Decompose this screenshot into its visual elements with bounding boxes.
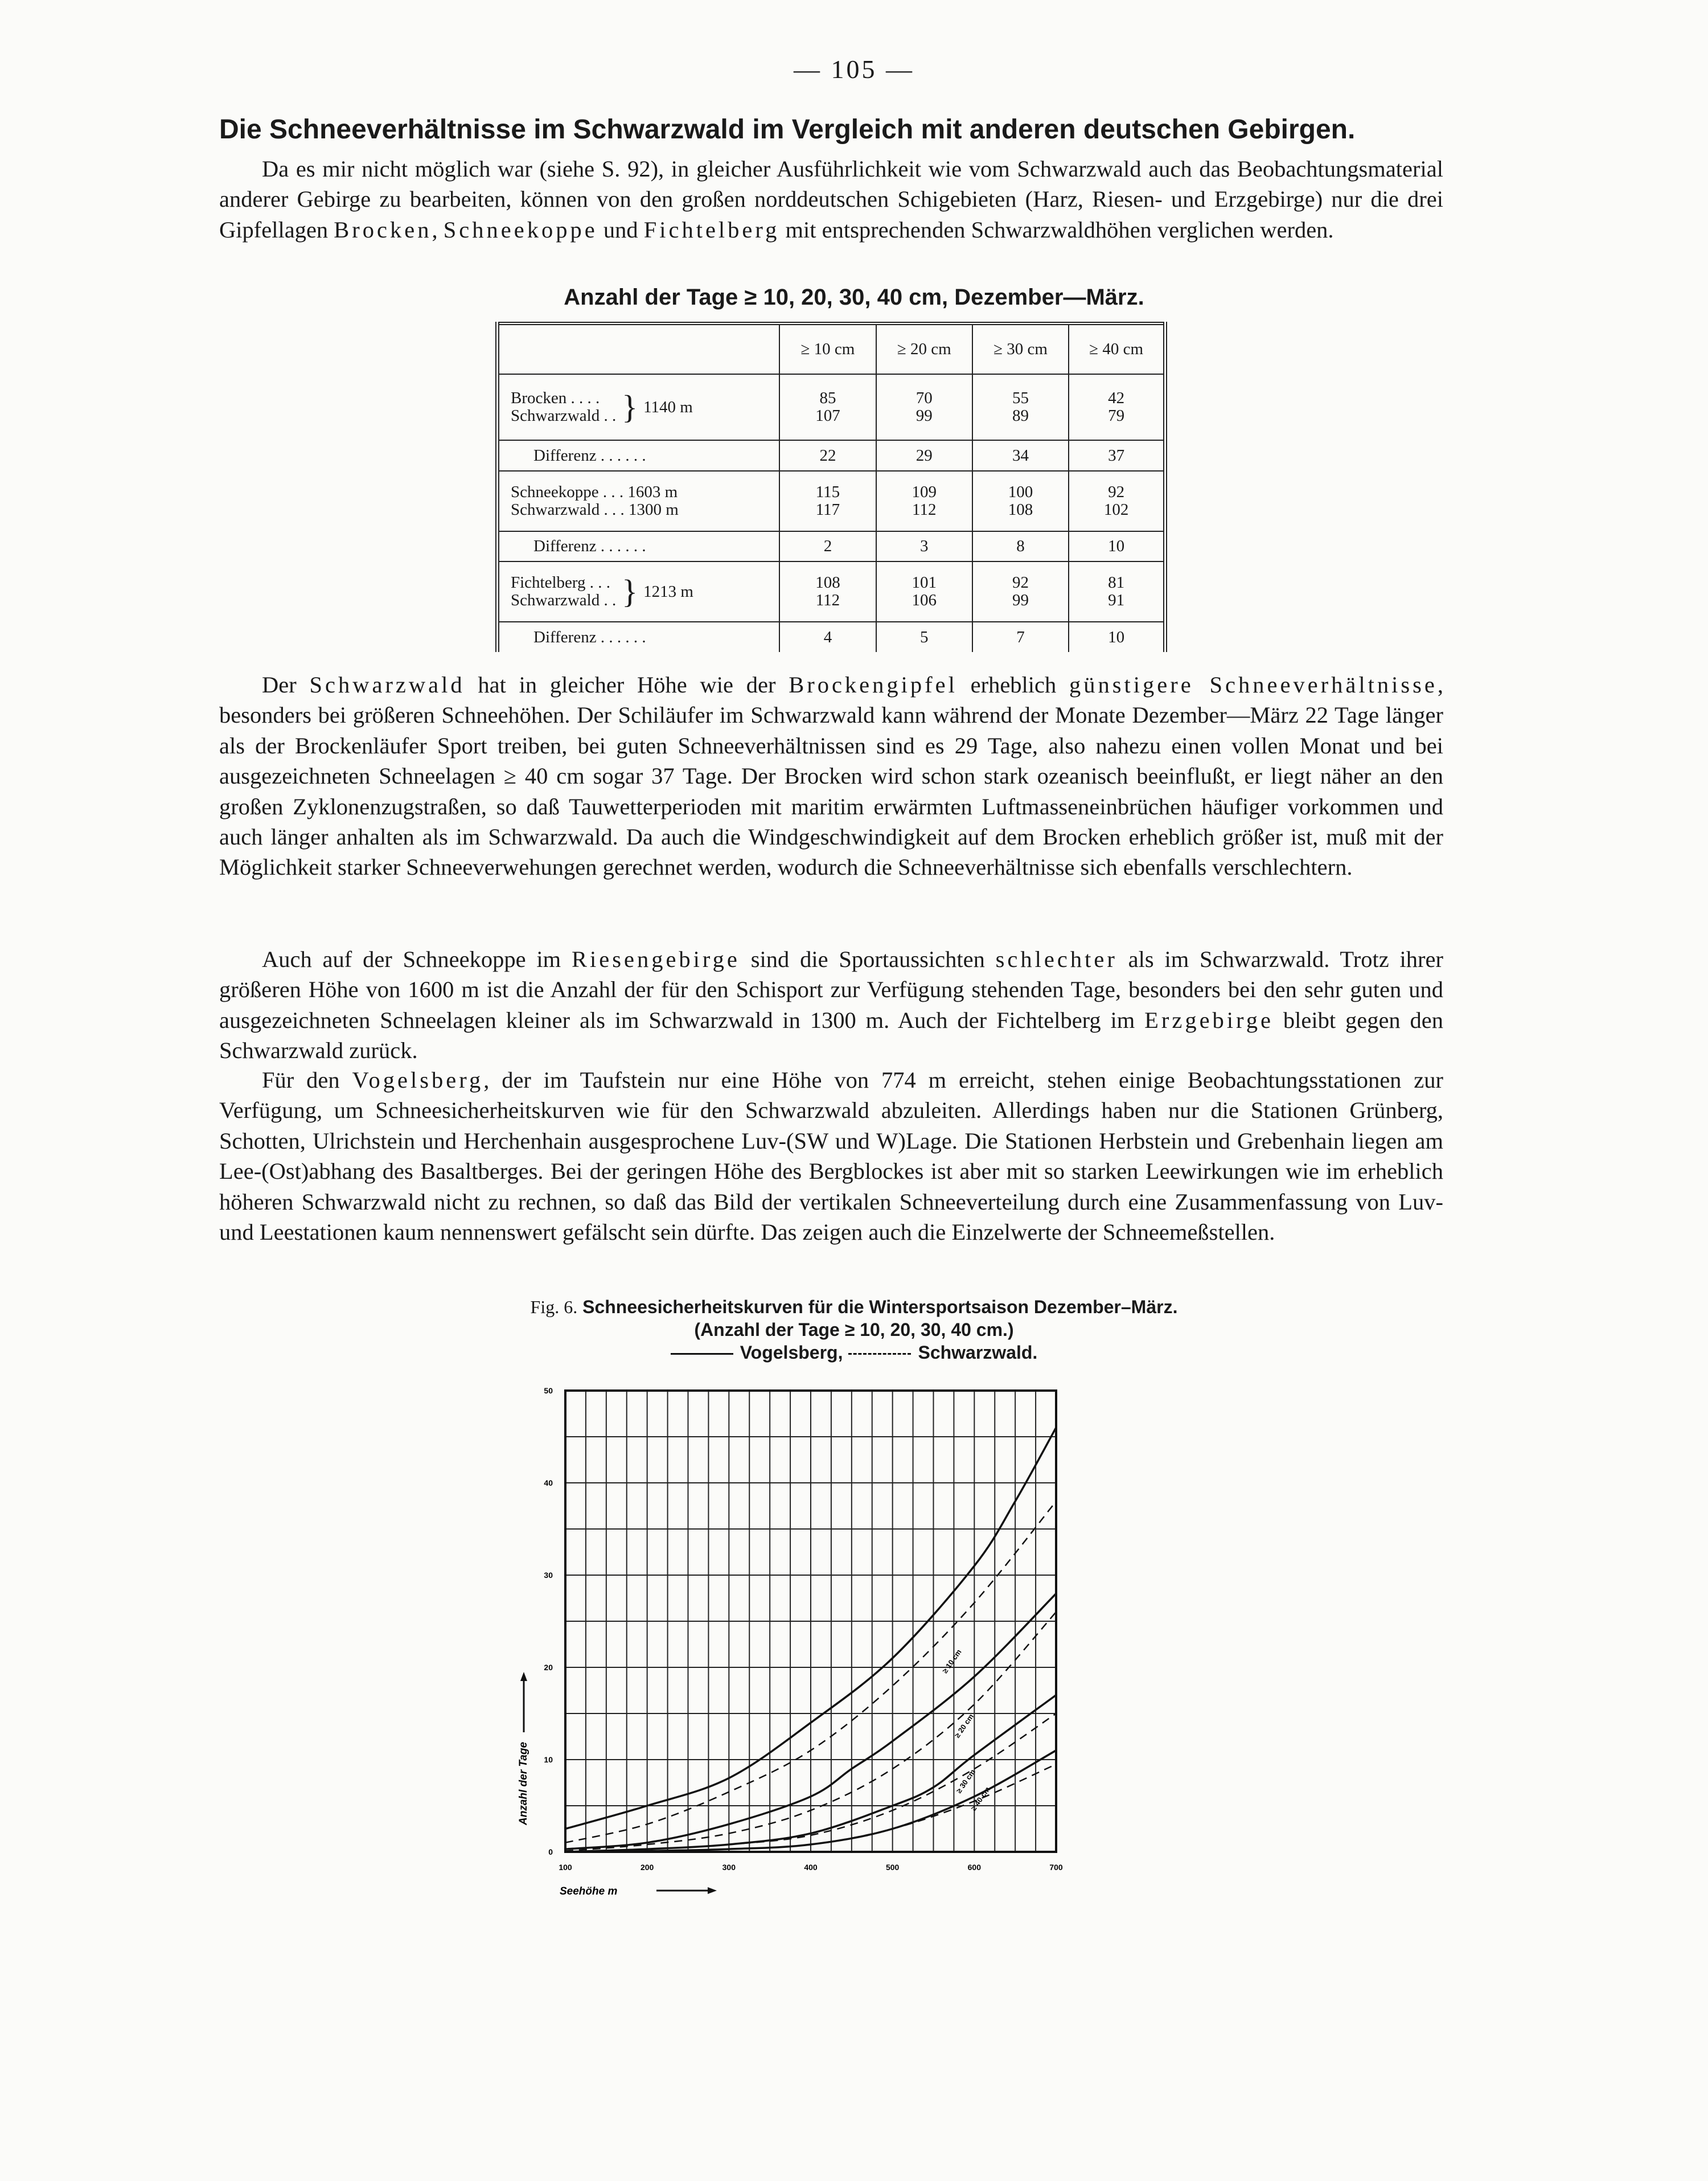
station-label: Fichtelberg . . . Schwarzwald . . } 1213 m <box>511 573 693 610</box>
table-row <box>498 374 1165 440</box>
difference-cell: 8 <box>972 531 1069 562</box>
body-paragraph-vogelsberg: Für den Vogelsberg, der im Taufstein nur eine Höhe von 774 m erreicht, stehen einige Beobachtungsstationen zur Verfügung, um Schneesicherheitskurven wie für den Schwarzwald abzuleiten. Allerdings haben nur die Stationen Grünberg, Schotten, Ulrichstein und Herchenhain ausgesprochene Luv-(SW und W)Lage. Die Stationen Herbstein und Grebenhain liegen am Lee-(Ost)abhang des Basaltberges. Bei der geringen Höhe des Bergblockes ist aber mit so starken Leewirkungen wie im erheblich höheren Schwarzwald nicht zu rechnen, so daß das Bild der vertikalen Schneeverteilung durch eine Zusammenfassung von Luv- und Leestationen kaum nennenswert gefälscht sein dürfte. Das zeigen auch die Einzelwerte der Schneemeßstellen. <box>219 1067 1443 1245</box>
curve-label: ≥ 20 cm <box>952 1712 976 1740</box>
curve-label: ≥ 30 cm <box>954 1768 977 1795</box>
x-tick-label: 200 <box>640 1863 654 1872</box>
difference-cell: 34 <box>972 440 1069 471</box>
difference-label: Differenz . . . . . . <box>498 440 780 471</box>
page-title: Die Schneeverhältnisse im Schwarzwald im Vergleich mit anderen deutschen Gebirgen. <box>219 114 1356 145</box>
column-header: ≥ 40 cm <box>1069 323 1165 374</box>
y-tick-label: 40 <box>544 1478 553 1487</box>
difference-cell: 2 <box>779 531 876 562</box>
station-label: Schneekoppe . . . 1603 m Schwarzwald . . . 1300 m <box>511 482 679 519</box>
x-axis-label: Seehöhe m <box>560 1885 618 1897</box>
intro-paragraph: Da es mir nicht möglich war (siehe S. 92), in gleicher Ausführlichkeit wie vom Schwarzwald auch das Beobachtungsmaterial anderer Gebirge zu bearbeiten, können von den großen norddeutschen Schigebieten (Harz, Riesen- und Erzgebirge) nur die drei Gipfellagen Brocken, Schneekoppe und Fichtelberg mit entsprechenden Schwarzwaldhöhen verglichen werden. <box>219 156 1443 243</box>
difference-label: Differenz . . . . . . <box>498 531 780 562</box>
table-cell: 70 99 <box>876 374 972 440</box>
x-tick-label: 300 <box>722 1863 736 1872</box>
curve-label: ≥ 40 cm <box>969 1785 992 1813</box>
legend-solid-swatch <box>671 1353 733 1355</box>
table-caption: Anzahl der Tage ≥ 10, 20, 30, 40 cm, Dezember—März. <box>564 285 1144 310</box>
figure-legend <box>0 1341 1708 1364</box>
curve-label: ≥ 10 cm <box>940 1647 963 1675</box>
difference-cell: 29 <box>876 440 972 471</box>
column-header: ≥ 20 cm <box>876 323 972 374</box>
table-cell: 42 79 <box>1069 374 1165 440</box>
station-label: Brocken . . . . Schwarzwald . . } 1140 m <box>511 388 693 426</box>
y-tick-label: 50 <box>544 1386 553 1395</box>
table-cell: 81 91 <box>1069 561 1165 622</box>
y-axis-label: Anzahl der Tage <box>518 1741 529 1826</box>
table-header-row <box>498 323 1165 374</box>
figure-subcaption: (Anzahl der Tage ≥ 10, 20, 30, 40 cm.) <box>694 1319 1014 1340</box>
difference-label: Differenz . . . . . . <box>498 622 780 652</box>
x-tick-label: 700 <box>1049 1863 1063 1872</box>
y-axis-arrowhead-icon <box>520 1672 527 1681</box>
legend-solid-label: Vogelsberg, <box>740 1342 843 1363</box>
difference-cell: 7 <box>972 622 1069 652</box>
difference-cell: 10 <box>1069 622 1165 652</box>
snow-days-table <box>495 322 1167 652</box>
y-tick-label: 10 <box>544 1755 553 1764</box>
difference-row <box>498 622 1165 652</box>
body-paragraph-schneekoppe: Auch auf der Schneekoppe im Riesengebirge sind die Sportaussichten schlechter als im Schwarzwald. Trotz ihrer größeren Höhe von 1600 m ist die Anzahl der für den Schisport zur Verfügung stehenden Tage, besonders bei den sehr guten und ausgezeichneten Schneelagen kleiner als im Schwarzwald in 1300 m. Auch der Fichtelberg im Erzgebirge bleibt gegen den Schwarzwald zurück. <box>219 946 1443 1064</box>
table-cell: 109 112 <box>876 471 972 531</box>
table-cell: 92 99 <box>972 561 1069 622</box>
difference-row <box>498 440 1165 471</box>
figure-number: Fig. 6. <box>530 1297 578 1317</box>
x-tick-label: 100 <box>559 1863 572 1872</box>
difference-cell: 22 <box>779 440 876 471</box>
difference-row <box>498 531 1165 562</box>
y-tick-label: 0 <box>548 1847 553 1856</box>
difference-cell: 37 <box>1069 440 1165 471</box>
table-cell: 100 108 <box>972 471 1069 531</box>
page-number: — 105 — <box>794 55 914 84</box>
table-cell: 101 106 <box>876 561 972 622</box>
y-tick-label: 30 <box>544 1571 553 1580</box>
difference-cell: 5 <box>876 622 972 652</box>
difference-cell: 3 <box>876 531 972 562</box>
difference-cell: 4 <box>779 622 876 652</box>
y-tick-label: 20 <box>544 1663 553 1672</box>
table-row <box>498 471 1165 531</box>
table-cell: 85 107 <box>779 374 876 440</box>
column-header: ≥ 30 cm <box>972 323 1069 374</box>
x-tick-label: 600 <box>967 1863 982 1872</box>
table-cell: 55 89 <box>972 374 1069 440</box>
table-cell: 115 117 <box>779 471 876 531</box>
table-cell: 92 102 <box>1069 471 1165 531</box>
legend-dashed-label: Schwarzwald. <box>918 1342 1038 1363</box>
body-paragraph-brocken: Der Schwarzwald hat in gleicher Höhe wie der Brockengipfel erheblich günstigere Schneeverhältnisse, besonders bei größeren Schneehöhen. Der Schiläufer im Schwarzwald kann während der Monate Dezember—März 22 Tage länger als der Brockenläufer Sport treiben, bei guten Schneeverhältnissen sind es 29 Tage, also nahezu einen vollen Monat und bei ausgezeichneten Schneelagen ≥ 40 cm sogar 37 Tage. Der Brocken wird schon stark ozeanisch beeinflußt, er liegt näher an den großen Zyklonenzugstraßen, so daß Tauwetterperioden mit maritim erwärmten Luftmasseneinbrüchen häufiger vorkommen und auch länger anhalten als im Schwarzwald. Da auch die Windgeschwindigkeit auf dem Brocken erheblich größer ist, muß mit der Möglichkeit starker Schneeverwehungen gerechnet werden, wodurch die Schneeverhältnisse sich ebenfalls verschlechtern. <box>219 672 1444 880</box>
table-row <box>498 561 1165 622</box>
x-axis-arrowhead-icon <box>708 1887 717 1894</box>
column-header: ≥ 10 cm <box>779 323 876 374</box>
snow-safety-chart <box>501 1378 1150 1908</box>
table-header-empty <box>498 323 780 374</box>
table-cell: 108 112 <box>779 561 876 622</box>
legend-dashed-swatch <box>848 1353 911 1355</box>
difference-cell: 10 <box>1069 531 1165 562</box>
figure-title: Schneesicherheitskurven für die Wintersportsaison Dezember–März. <box>582 1297 1178 1317</box>
figure-caption <box>0 1296 1708 1364</box>
x-tick-label: 500 <box>885 1863 900 1872</box>
x-tick-label: 400 <box>804 1863 818 1872</box>
